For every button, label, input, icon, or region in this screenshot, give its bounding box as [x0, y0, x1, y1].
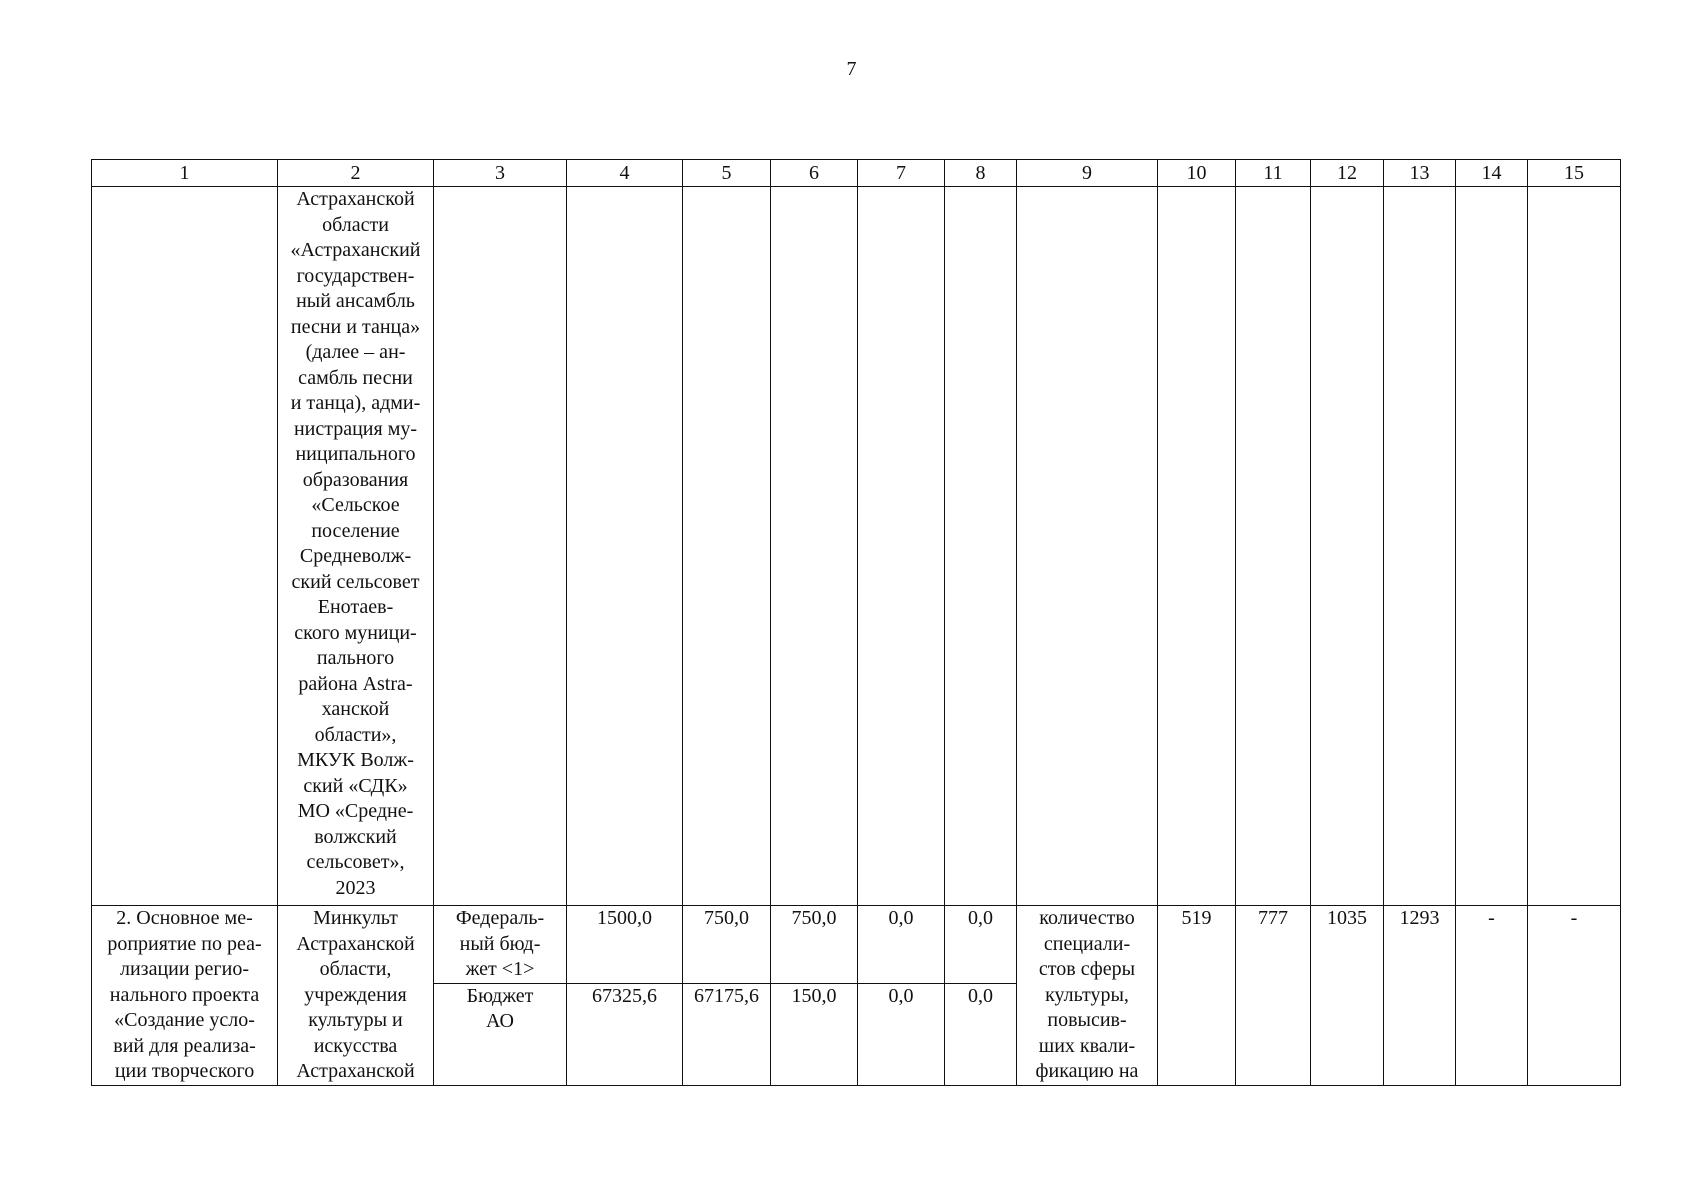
header-row [92, 160, 1621, 187]
table-row [92, 187, 1621, 906]
executor-cell: Астраханской области «Астраханский государствен- ный ансамбль песни и танца» (далее – ан- самбль песни и танца), адми- нистрация му- ниципального образования «Сельское поселение Средневолж- ский сельсовет Енотаев- ского муници- пального района Astra- ханской области», МКУК Волж- ский «СДК» МО «Средне- волжский сельсовет», 2023 [278, 187, 434, 906]
value-cell: 0,0 [945, 983, 1017, 1085]
value-cell: 777 [1236, 906, 1311, 1086]
header-cell: 13 [1384, 160, 1456, 187]
value-cell: 67325,6 [567, 983, 683, 1085]
header-cell: 15 [1528, 160, 1621, 187]
header-cell: 10 [1158, 160, 1236, 187]
header-cell: 6 [771, 160, 858, 187]
header-cell: 11 [1236, 160, 1311, 187]
header-cell: 3 [434, 160, 567, 187]
table-cell [858, 187, 945, 906]
page-number: 7 [846, 58, 857, 80]
table-cell [1311, 187, 1384, 906]
executor-cell: Минкульт Астраханской области, учреждения культуры и искусства Астраханской [278, 906, 434, 1086]
header-cell: 4 [567, 160, 683, 187]
value-cell: 0,0 [858, 906, 945, 984]
header-cell: 7 [858, 160, 945, 187]
value-cell: - [1456, 906, 1528, 1086]
header-cell: 14 [1456, 160, 1528, 187]
table-cell [1236, 187, 1311, 906]
header-cell: 2 [278, 160, 434, 187]
table-cell [945, 187, 1017, 906]
program-table [91, 159, 1621, 1086]
header-cell: 8 [945, 160, 1017, 187]
value-cell: 1035 [1311, 906, 1384, 1086]
table-cell [683, 187, 771, 906]
table-cell [1528, 187, 1621, 906]
value-cell: 1500,0 [567, 906, 683, 984]
header-cell: 1 [92, 160, 278, 187]
table-cell [434, 187, 567, 906]
value-cell: 750,0 [683, 906, 771, 984]
value-cell: 67175,6 [683, 983, 771, 1085]
header-cell: 9 [1017, 160, 1158, 187]
value-cell: 0,0 [945, 906, 1017, 984]
table-cell [92, 187, 278, 906]
table-cell [567, 187, 683, 906]
value-cell: 750,0 [771, 906, 858, 984]
table-cell [1017, 187, 1158, 906]
value-cell: 1293 [1384, 906, 1456, 1086]
header-cell: 12 [1311, 160, 1384, 187]
value-cell: 519 [1158, 906, 1236, 1086]
header-cell: 5 [683, 160, 771, 187]
value-cell: 150,0 [771, 983, 858, 1085]
budget-source-cell: Федераль- ный бюд- жет <1> [434, 906, 567, 984]
table-cell [1456, 187, 1528, 906]
table-cell [1158, 187, 1236, 906]
value-cell: - [1528, 906, 1621, 1086]
table-row [92, 906, 1621, 984]
table-cell [1384, 187, 1456, 906]
budget-source-cell: Бюджет АО [434, 983, 567, 1085]
activity-cell: 2. Основное ме- роприятие по реа- лизации регио- нального проекта «Создание усло- вий для реализа- ции творческого [92, 906, 278, 1086]
indicator-cell: количество специали- стов сферы культуры, повысив- ших квали- фикацию на [1017, 906, 1158, 1086]
table-cell [771, 187, 858, 906]
value-cell: 0,0 [858, 983, 945, 1085]
